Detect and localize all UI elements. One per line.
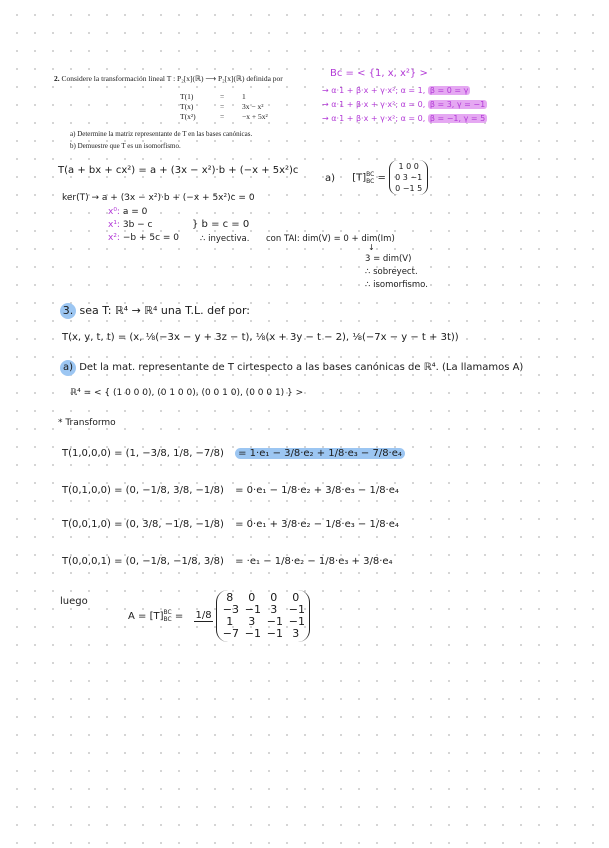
problem-text: Considere la transformación lineal T : P₂[x](ℝ) ⟶ P₂[x](ℝ) definida por [61, 74, 283, 83]
q3-part-a [60, 360, 523, 376]
t-row-3 [62, 519, 399, 530]
problem-def-eq: = [220, 102, 225, 111]
t-row-2 [62, 485, 399, 496]
ker-line: ker(T) → a + (3x − x²)·b + (−x + 5x²)c = 0 [62, 193, 255, 203]
final-matrix-cell: 8 [226, 591, 234, 604]
problem-def-rhs: 1 [242, 92, 246, 101]
answer-sub: BC [366, 177, 375, 185]
problem-item-b: b) Demuestre que T es un isomorfismo. [70, 142, 181, 150]
answer-lhs: [T] [352, 172, 367, 184]
final-matrix-cell: 0 [292, 591, 300, 604]
t-row-4-combo: = ·e₁ − 1/8·e₂ − 1/8·e₃ + 3/8·e₄ [235, 556, 393, 567]
ker-conclusion: } b = c = 0 [192, 219, 250, 230]
answer-sup: BC [366, 170, 375, 178]
final-matrix-cell: −1 [288, 603, 305, 616]
t-row-1-lhs: T(1,0,0,0) [62, 448, 111, 459]
final-sub: BC [163, 616, 172, 623]
problem-items [70, 128, 252, 152]
final-matrix-cell: 0 [248, 591, 256, 604]
coef-note-2: → α·1 + β·x + γ·x²; α = 0, β = 3, γ = −1 [322, 100, 486, 109]
t-row-1 [62, 448, 405, 459]
coef-note-3: → α·1 + β·x + γ·x²; α = 0, β = −1, γ = 5 [322, 114, 486, 123]
problem-def-row [180, 92, 268, 102]
t-row-1-rhs: = (1, −3/8, 1/8, −7/8) [114, 448, 224, 459]
final-sup: BC [163, 609, 172, 616]
ker-row-2: x¹: 3b − c [108, 220, 153, 230]
t-row-3-combo: = 0·e₁ + 3/8·e₂ − 1/8·e₃ − 1/8·e₄ [235, 519, 399, 530]
t-formula: T(a + bx + cx²) = a + (3x − x²)·b + (−x + 5x²)c [58, 165, 299, 176]
answer-label: a) [325, 172, 336, 184]
injective-note: ∴ inyectiva. [200, 234, 250, 244]
t-row-3-rhs: = (0, 3/8, −1/8, −1/8) [114, 519, 224, 530]
q3-part-a-text: Det la mat. representante de T cirtespecto a las bases canónicas de ℝ⁴. (La llamamos A) [79, 362, 524, 373]
t-row-2-combo: = 0·e₁ − 1/8·e₂ + 3/8·e₃ − 1/8·e₄ [235, 485, 399, 496]
t-row-3-lhs: T(0,0,1,0) [62, 519, 111, 530]
ker-row-1: x⁰: a = 0 [108, 207, 148, 217]
tai-note: con TAI: dim(V) = 0 + dim(Im) [266, 234, 395, 244]
problem-def-row [180, 102, 268, 112]
problem-def-eq: = [220, 112, 225, 121]
final-matrix-row [223, 628, 303, 640]
q3-title [60, 303, 250, 319]
t-row-2-lhs: T(0,1,0,0) [62, 485, 111, 496]
iso-note: ∴ isomorfismo. [365, 280, 428, 290]
final-matrix-cell: 0 [270, 591, 278, 604]
final-matrix-cell: −1 [244, 627, 261, 640]
t-row-2-rhs: = (0, −1/8, 3/8, −1/8) [114, 485, 224, 496]
problem-number: 2. [54, 74, 60, 83]
final-matrix-cell: −1 [288, 615, 305, 628]
ker-system [108, 206, 179, 245]
luego-label: luego [60, 596, 88, 607]
coef-notes [322, 84, 487, 126]
dim-note: 3 = dim(V) [365, 254, 412, 264]
t-row-4-lhs: T(0,0,0,1) [62, 556, 111, 567]
problem-item-a: a) Determine la matriz representante de T en las bases canónicas. [70, 130, 253, 138]
final-matrix-cell: −1 [266, 615, 283, 628]
basis-note: Bc = < {1, x, x²} > [330, 68, 428, 79]
t-row-4-rhs: = (0, −1/8, −1/8, 3/8) [114, 556, 224, 567]
final-eq: = [174, 611, 184, 622]
problem-def-eq: = [220, 92, 225, 101]
final-matrix-cell: 3 [270, 603, 278, 616]
q3-basis: ℝ⁴ = < { (1 0 0 0), (0 1 0 0), (0 0 1 0), (0 0 0 1) } > [70, 388, 304, 398]
ker-row-3: x²: −b + 5c = 0 [108, 233, 180, 243]
final-matrix-cell: 3 [292, 627, 300, 640]
problem-def-lhs: T(x²) [180, 112, 196, 121]
transformo-label: * Transformo [58, 418, 116, 428]
dim-mark: ↓ [368, 243, 375, 252]
q3-number: 3. [60, 303, 76, 319]
problem-def-rhs: 3x − x² [242, 102, 264, 111]
final-matrix-cell: 3 [248, 615, 256, 628]
coef-note-1: → α·1 + β·x + γ·x²; α = 1, β = 0 = γ [322, 86, 469, 95]
final-matrix [216, 590, 310, 642]
final-matrix-cell: −7 [222, 627, 239, 640]
surj-note: ∴ sobreyect. [365, 267, 418, 277]
final-matrix-cell: −1 [244, 603, 261, 616]
problem-def-lhs: T(x) [180, 102, 194, 111]
t-row-1-combo: = 1·e₁ − 3/8·e₂ + 1/8·e₃ − 7/8·e₄ [235, 448, 405, 459]
problem-def-row [180, 112, 268, 122]
final-matrix-cell: −1 [266, 627, 283, 640]
matrix-answer [325, 160, 428, 195]
problem-def-lhs: T(1) [180, 92, 194, 101]
q3-formula: T(x, y, t, t) = (x, ⅛(−3x − y + 3z − t), ⅛(x + 3y − t − 2), ⅛(−7x − y − t + 3t)) [62, 332, 459, 343]
t-row-4 [62, 556, 393, 567]
q3-part-a-label: a) [60, 360, 76, 376]
q3-title-text: sea T: ℝ⁴ → ℝ⁴ una T.L. def por: [79, 304, 250, 317]
final-answer [128, 590, 310, 642]
final-matrix-cell: −3 [222, 603, 239, 616]
problem-defs [180, 92, 268, 122]
problem-statement [54, 74, 283, 83]
answer-matrix: 1 0 0 0 3 −1 0 −1 5 [389, 160, 428, 195]
problem-def-rhs: −x + 5x² [242, 112, 268, 121]
final-lhs: A = [T] [128, 611, 164, 622]
final-coef: 1/8 [195, 609, 212, 621]
final-matrix-cell: 1 [226, 615, 234, 628]
answer-eq: = [377, 172, 386, 184]
